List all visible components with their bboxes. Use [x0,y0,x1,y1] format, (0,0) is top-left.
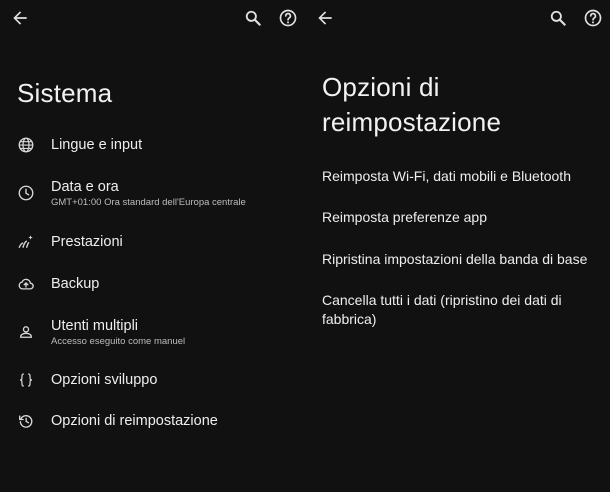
clock-icon [16,183,36,203]
settings-item-label: Utenti multipli [51,318,139,334]
settings-item-label: Backup [51,276,100,292]
settings-item-summary: GMT+01:00 Ora standard dell'Europa centrale [51,197,246,208]
arrow-back-icon [10,8,30,28]
person-icon [16,322,36,342]
reset-option-factory-reset[interactable]: Cancella tutti i dati (ripristino dei dati di fabbrica) [322,292,562,327]
search-button[interactable] [240,5,266,31]
settings-item-performance[interactable] [0,221,305,263]
reset-option-network[interactable]: Reimposta Wi-Fi, dati mobili e Bluetooth [322,168,571,184]
settings-item-multiple-users[interactable] [0,311,305,357]
reset-option-app-preferences[interactable]: Reimposta preferenze app [322,209,487,225]
history-icon [16,411,36,431]
page-title: Opzioni di reimpostazione [322,72,502,138]
settings-item-developer-options[interactable] [0,359,305,401]
top-app-bar [0,0,305,36]
help-icon [583,8,603,28]
top-app-bar [305,0,610,36]
search-button[interactable] [545,5,571,31]
settings-item-label: Opzioni sviluppo [51,372,158,388]
settings-item-label: Data e ora [51,179,119,195]
arrow-back-icon [315,8,335,28]
back-button[interactable] [312,5,338,31]
search-icon [243,8,263,28]
help-icon [278,8,298,28]
help-button[interactable] [580,5,606,31]
settings-item-date-time[interactable] [0,172,305,218]
reset-options-pane [305,0,610,492]
settings-item-label: Lingue e input [51,137,143,153]
search-icon [548,8,568,28]
braces-icon [16,370,36,390]
settings-item-label: Opzioni di reimpostazione [51,413,218,429]
gesture-sparkle-icon [16,232,36,252]
back-button[interactable] [7,5,33,31]
settings-item-label: Prestazioni [51,234,123,250]
settings-item-languages[interactable] [0,124,305,166]
settings-item-reset-options[interactable] [0,400,305,442]
globe-icon [16,135,36,155]
help-button[interactable] [275,5,301,31]
reset-option-baseband[interactable]: Ripristina impostazioni della banda di base [322,251,588,267]
page-title: Sistema [17,78,113,108]
settings-item-backup[interactable] [0,263,305,305]
cloud-upload-icon [16,274,36,294]
settings-item-summary: Accesso eseguito come manuel [51,336,186,347]
